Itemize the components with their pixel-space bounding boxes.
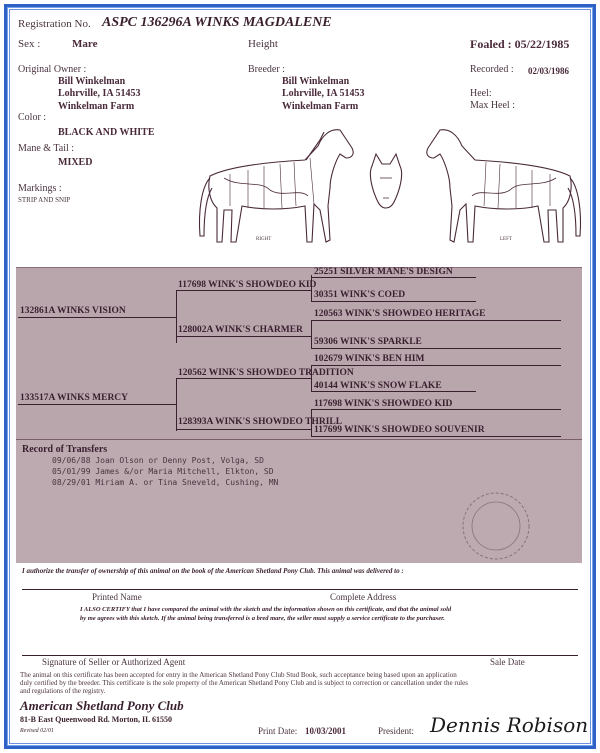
owner-city: Lohrville, IA 51453 <box>58 88 141 99</box>
breeder-name: Bill Winkelman <box>282 76 350 87</box>
height-label: Height <box>248 38 278 50</box>
mane-label: Mane & Tail : <box>18 143 75 154</box>
printed-name-line <box>22 589 578 590</box>
club-name: American Shetland Pony Club <box>20 698 184 713</box>
sex-label: Sex : <box>18 38 41 50</box>
fine-print-1: The animal on this certificate has been accepted for entry in the American Shetland Pony Club Stud Book, such acceptance being based upon an application <box>20 671 457 679</box>
seller-signature-label: Signature of Seller or Authorized Agent <box>42 657 186 667</box>
sex-value: Mare <box>72 38 98 50</box>
color-value: BLACK AND WHITE <box>58 127 155 138</box>
color-label: Color : <box>18 112 47 123</box>
transfers-title: Record of Transfers <box>22 444 108 455</box>
great-grandparent-8: 117699 WINK'S SHOWDEO SOUVENIR <box>314 425 485 435</box>
authorize-statement: I authorize the transfer of ownership of this animal on the book of the American Shetland Pony Club. This animal was delivered to : <box>22 567 404 575</box>
transfer-row-2: 05/01/99 James &/or Maria Mitchell, Elkton, SD <box>52 467 274 476</box>
great-grandparent-3: 120563 WINK'S SHOWDEO HERITAGE <box>314 309 486 319</box>
breeder-label: Breeder : <box>248 64 285 75</box>
dam-sire-name: 120562 WINK'S SHOWDEO TRADITION <box>178 368 354 378</box>
printed-name-label: Printed Name <box>92 592 142 602</box>
great-grandparent-5: 102679 WINK'S BEN HIM <box>314 354 425 364</box>
transfers-section <box>16 439 582 563</box>
seller-signature-line <box>22 655 578 656</box>
sire-dam-name: 128002A WINK'S CHARMER <box>178 325 303 335</box>
print-date-value: 10/03/2001 <box>305 726 347 736</box>
foaled-date: Foaled : 05/22/1985 <box>470 37 570 51</box>
registration-number: ASPC 136296A WINKS MAGDALENE <box>102 15 332 30</box>
pedigree-section <box>16 267 582 440</box>
transfer-row-1: 09/06/88 Joan Olson or Denny Post, Volga, SD <box>52 456 264 465</box>
president-signature: Dennis Robison <box>430 713 589 737</box>
great-grandparent-2: 30351 WINK'S COED <box>314 290 406 300</box>
club-seal <box>456 488 536 562</box>
great-grandparent-6: 40144 WINK'S SNOW FLAKE <box>314 381 442 391</box>
great-grandparent-4: 59306 WINK'S SPARKLE <box>314 337 422 347</box>
fine-print-3: and regulations of the registry. <box>20 687 106 695</box>
sire-sire-name: 117698 WINK'S SHOWDEO KID <box>178 280 317 290</box>
great-grandparent-7: 117698 WINK'S SHOWDEO KID <box>314 399 453 409</box>
owner-name: Bill Winkelman <box>58 76 126 87</box>
certify-line-1: I ALSO CERTIFY that I have compared the animal with the sketch and the information shown on this certificate, and that the animal sold <box>80 606 452 613</box>
sketch-left-label: LEFT <box>500 237 512 242</box>
sire-name: 132861A WINKS VISION <box>20 306 126 316</box>
dam-dam-name: 128393A WINK'S SHOWDEO THRILL <box>178 417 343 427</box>
breeder-farm: Winkelman Farm <box>282 101 359 112</box>
registration-label: Registration No. <box>18 18 91 30</box>
great-grandparent-1: 25251 SILVER MANE'S DESIGN <box>314 267 453 277</box>
print-date-label: Print Date: <box>258 726 298 736</box>
president-label: President: <box>378 726 414 736</box>
club-address: 81-B East Queenwood Rd. Morton, IL 61550 <box>20 715 173 724</box>
recorded-label: Recorded : <box>470 64 514 75</box>
horse-sketch <box>190 118 590 263</box>
sale-date-label: Sale Date <box>490 657 525 667</box>
owner-label: Original Owner : <box>18 64 87 75</box>
owner-farm: Winkelman Farm <box>58 101 135 112</box>
heel-label: Heel: <box>470 88 492 99</box>
markings-label: Markings : <box>18 183 62 194</box>
max-heel-label: Max Heel : <box>470 100 515 111</box>
recorded-date: 02/03/1986 <box>528 66 570 76</box>
sketch-right-label: RIGHT <box>256 237 272 242</box>
markings-value: STRIP AND SNIP <box>18 196 71 204</box>
breeder-city: Lohrville, IA 51453 <box>282 88 365 99</box>
complete-address-label: Complete Address <box>330 592 397 602</box>
fine-print-2: duly certified by the breeder. This certificate is the sole property of the American Shetland Pony Club and is subject to correction or cancellation under the rules <box>20 679 468 687</box>
revised-note: Revised 02/01 <box>20 728 54 734</box>
transfer-row-3: 08/29/01 Miriam A. or Tina Sneveld, Cushing, MN <box>52 478 279 487</box>
certify-line-2: by me agrees with this sketch. If the animal being transferred is a bred mare, the seller must supply a service certificate to the purchaser. <box>80 615 445 622</box>
mane-value: MIXED <box>58 157 93 168</box>
dam-name: 133517A WINKS MERCY <box>20 393 129 403</box>
